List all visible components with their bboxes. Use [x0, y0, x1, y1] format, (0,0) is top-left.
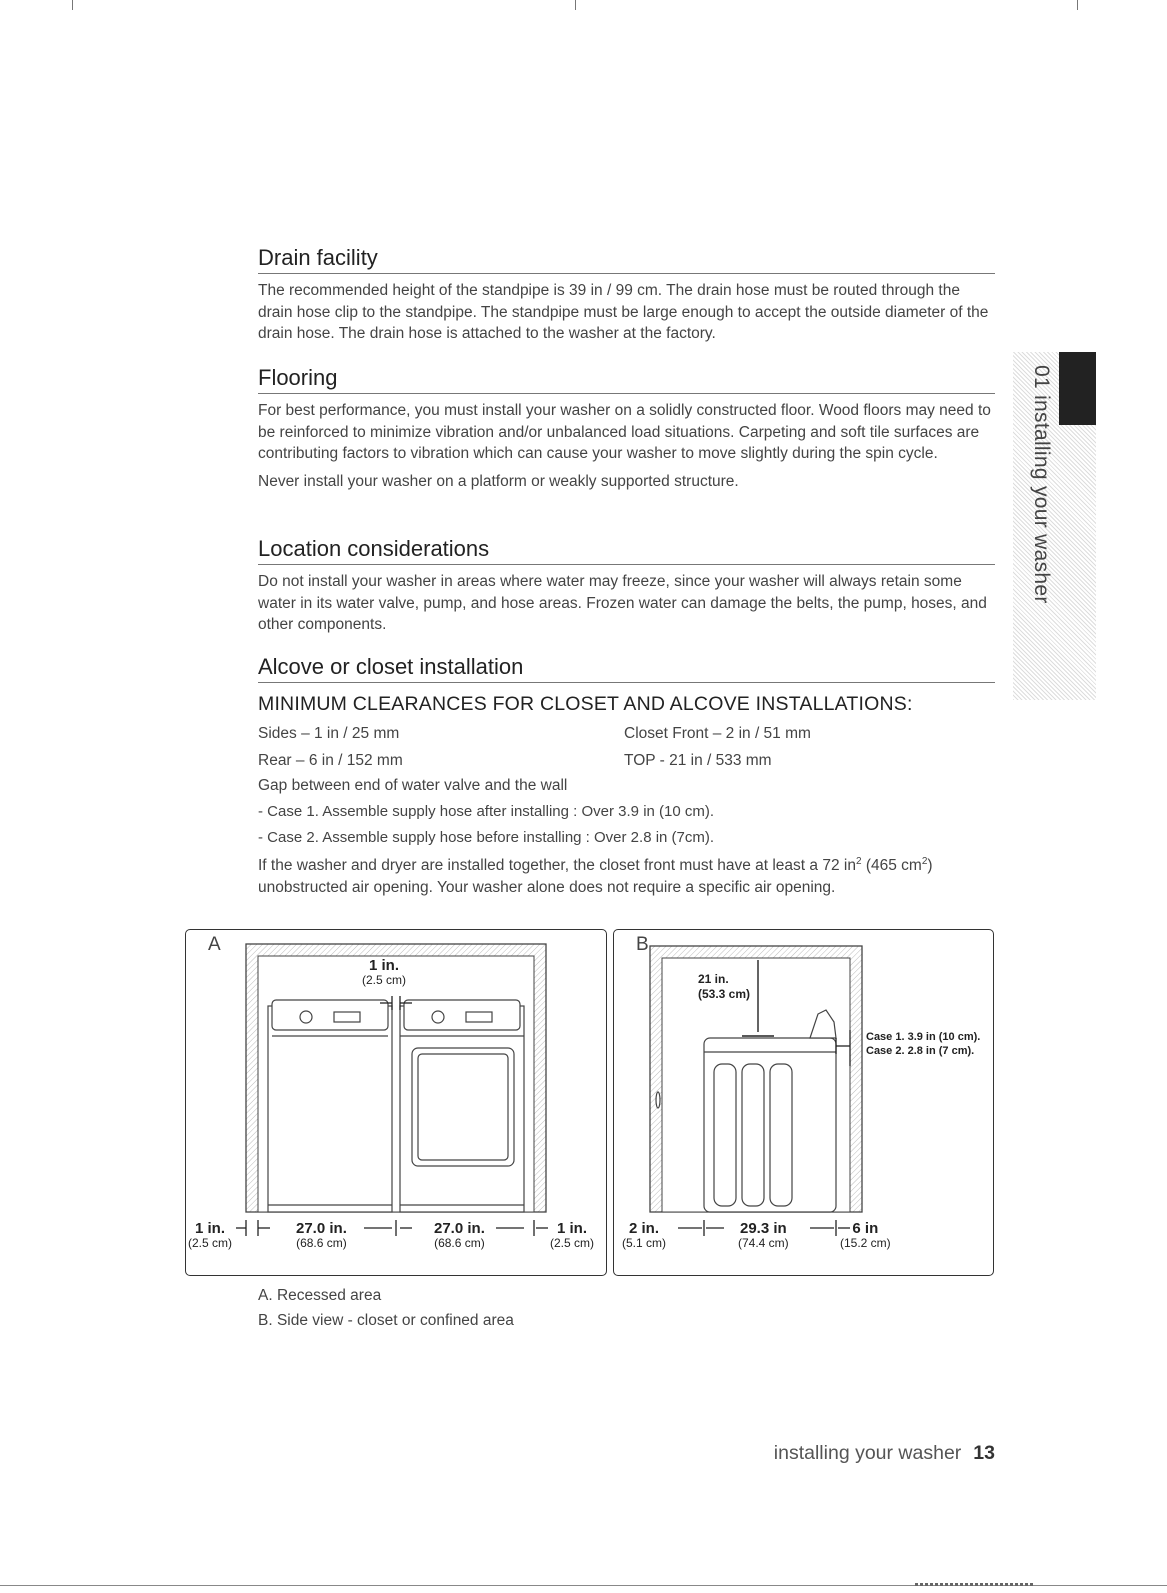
section-title: Flooring [258, 364, 995, 394]
case1-note: Case 1. 3.9 in (10 cm). [866, 1031, 981, 1043]
section-flooring [258, 364, 995, 498]
dimension-metric: (2.5 cm) [188, 1236, 233, 1250]
caption-a: A. Recessed area [258, 1287, 382, 1304]
dimension-value: 6 in [852, 1220, 879, 1237]
crop-mark [72, 0, 73, 10]
figure-letter: A [208, 934, 221, 955]
case-note [866, 1030, 980, 1058]
top-clearance-dimension [698, 972, 750, 1002]
clearances-heading: MINIMUM CLEARANCES FOR CLOSET AND ALCOVE INSTALLATIONS: [258, 693, 913, 715]
side-tab-label: 01 installing your washer [1030, 365, 1053, 604]
caption-b: B. Side view - closet or confined area [258, 1312, 514, 1329]
clearance-top: TOP - 21 in / 533 mm [624, 752, 772, 769]
bottom-dim-arrows [236, 1220, 548, 1236]
clearance-rear: Rear – 6 in / 152 mm [258, 752, 403, 769]
gap-text: Gap between end of water valve and the wall [258, 777, 568, 794]
dimension-label [840, 1221, 891, 1251]
dimension-value: 1 in. [557, 1220, 588, 1237]
air-opening-text [258, 851, 995, 899]
side-view-drawing [614, 930, 993, 1275]
section-body: For best performance, you must install your washer on a solidly constructed floor. Wood floors may need to be reinforced to minimize vibration and/or unbalanced load situations. Carpeting and soft tile surfaces are contributing factors to vibration which can cause your washer to move slightly during the spin cycle. [258, 402, 991, 463]
dimension-metric: (5.1 cm) [622, 1236, 667, 1250]
figure-captions [258, 1283, 514, 1333]
crop-mark [575, 0, 576, 10]
section-title: Location considerations [258, 535, 995, 565]
dimension-label [434, 1221, 485, 1251]
section-body: The recommended height of the standpipe is 39 in / 99 cm. The drain hose must be routed through the drain hose clip to the standpipe. The standpipe must be large enough to accept the outside diameter of the drain hose. The drain hose is attached to the washer at the factory. [258, 282, 989, 343]
section-body: Never install your washer on a platform or weakly supported structure. [258, 472, 739, 490]
dimension-label [738, 1221, 789, 1251]
washer-drawing [268, 1000, 392, 1212]
page-number: 13 [973, 1442, 995, 1464]
dimension-metric: (68.6 cm) [434, 1236, 485, 1250]
case1-text: - Case 1. Assemble supply hose after installing : Over 3.9 in (10 cm). [258, 803, 715, 820]
section-title: Alcove or closet installation [258, 653, 995, 683]
section-title: Drain facility [258, 244, 995, 274]
dimension-metric: (2.5 cm) [362, 973, 407, 987]
bottom-rule-dash [915, 1583, 1035, 1586]
dimension-metric: (74.4 cm) [738, 1236, 789, 1250]
clearances-grid [258, 722, 995, 772]
dimension-label [296, 1221, 347, 1251]
top-gap-dimension [362, 958, 406, 988]
page-footer [774, 1442, 995, 1465]
dimension-value: 1 in. [369, 957, 400, 974]
dimension-value: 1 in. [195, 1220, 226, 1237]
dimension-metric: (2.5 cm) [550, 1236, 595, 1250]
dryer-drawing [400, 1000, 524, 1212]
clearance-closet-front: Closet Front – 2 in / 51 mm [624, 725, 811, 742]
figure-letter: B [636, 934, 649, 955]
dimension-value: 21 in. [698, 972, 729, 986]
case2-note: Case 2. 2.8 in (7 cm). [866, 1045, 975, 1057]
dimension-value: 27.0 in. [296, 1220, 347, 1237]
crop-mark [1077, 0, 1078, 10]
section-drain [258, 244, 995, 351]
figure-side-view [613, 929, 994, 1276]
air-text-c: ) [927, 857, 933, 875]
case2-text: - Case 2. Assemble supply hose before installing : Over 2.8 in (7cm). [258, 829, 715, 846]
dimension-label [622, 1221, 666, 1251]
clearance-sides: Sides – 1 in / 25 mm [258, 725, 400, 742]
dimension-label [188, 1221, 232, 1251]
dimension-metric: (53.3 cm) [698, 987, 751, 1001]
air-sup1: 2 [855, 856, 862, 867]
section-body: Do not install your washer in areas where water may freeze, since your washer will always retain some water in its water valve, pump, and hose areas. Frozen water can damage the belts, the pump, hoses, and other components. [258, 573, 987, 634]
dimension-metric: (68.6 cm) [296, 1236, 347, 1250]
dimension-metric: (15.2 cm) [840, 1236, 891, 1250]
footer-text: installing your washer [773, 1442, 962, 1464]
dimension-value: 27.0 in. [434, 1220, 485, 1237]
air-sup2: 2 [921, 856, 928, 867]
air-text-a: If the washer and dryer are installed together, the closet front must have at least a 72 in [258, 857, 856, 875]
figure-recessed-area [185, 929, 607, 1276]
dimension-value: 29.3 in [739, 1220, 787, 1237]
dimension-value: 2 in. [629, 1220, 660, 1237]
side-tab-marker [1059, 352, 1096, 425]
air-text-line2: unobstructed air opening. Your washer alone does not require a specific air opening. [258, 879, 836, 897]
air-text-b: (465 cm [861, 857, 922, 875]
section-alcove [258, 653, 995, 899]
section-location [258, 535, 995, 642]
dimension-label [550, 1221, 594, 1251]
